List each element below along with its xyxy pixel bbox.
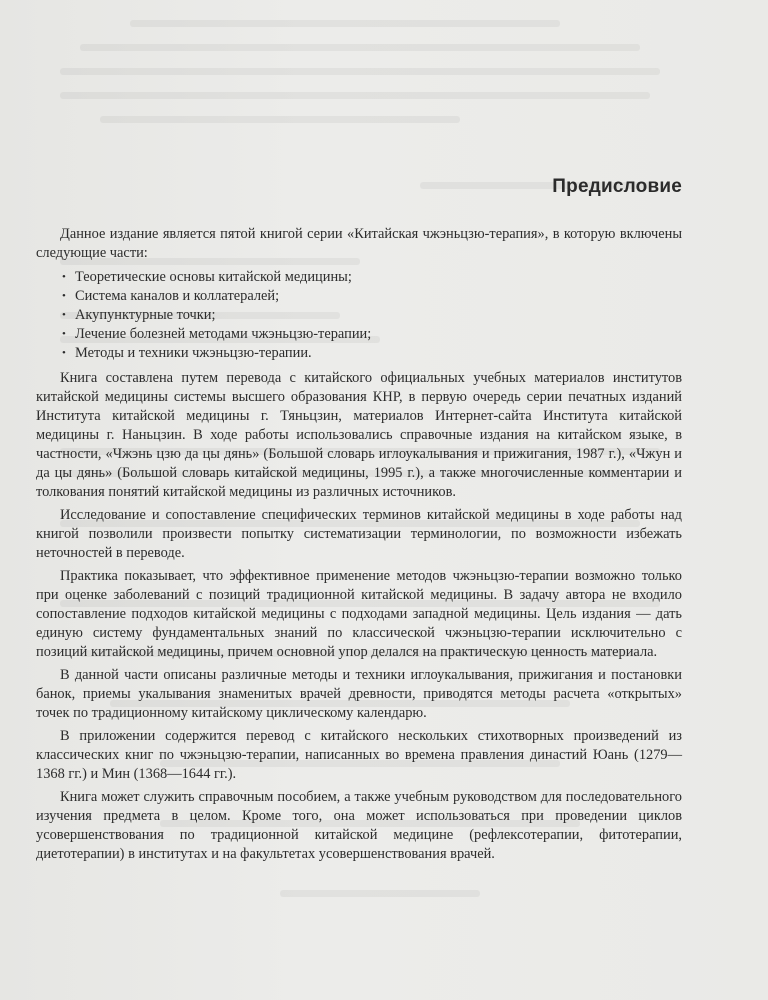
list-item-text: Система каналов и коллатералей; <box>75 288 280 304</box>
list-item-text: Акупунктурные точки; <box>75 307 216 323</box>
bullet-icon: • <box>62 290 66 302</box>
body-paragraph-methods: В данной части описаны различные методы и техники иглоукалывания, прижигания и постановки банок, приемы укалывания знаменитых врачей древности, приводятся методы расчета «открытых» точек по традиционному китайскому циклическому календарю. <box>36 667 682 721</box>
list-item-text: Теоретические основы китайской медицины; <box>75 269 352 285</box>
list-item <box>62 268 682 287</box>
body-paragraph-practice: Практика показывает, что эффективное применение методов чжэньцзю-терапии возможно только при оценке заболеваний с позиций традиционной китайской медицины. В задачу автора не входило сопоставление подходов китайской медицины с подходами западной медицины. Цель издания — дать единую систему фундаментальных знаний по классической чжэньцзю-терапии исключительно с позиций китайской медицины, причем основной упор делался на практическую ценность материала. <box>36 568 682 660</box>
document-body <box>36 225 682 868</box>
list-item <box>62 325 682 344</box>
intro-paragraph: Данное издание является пятой книгой серии «Китайская чжэньцзю-терапия», в которую включены следующие части: <box>36 226 682 261</box>
body-paragraph-usage: Книга может служить справочным пособием, а также учебным руководством для последовательного изучения предмета в целом. Кроме того, она может использоваться при проведении циклов усовершенствования по традиционной китайской медицине (рефлексотерапии, фитотерапии, диетотерапии) в институтах и на факультетах усовершенствования врачей. <box>36 789 682 862</box>
list-item <box>62 287 682 306</box>
bullet-icon: • <box>62 309 66 321</box>
parts-list <box>36 268 682 363</box>
list-item <box>62 306 682 325</box>
body-paragraph-terminology: Исследование и сопоставление специфических терминов китайской медицины в ходе работы над книгой позволили произвести попытку систематизации терминологии, по возможности избежать неточностей в переводе. <box>36 507 682 561</box>
bullet-icon: • <box>62 347 66 359</box>
list-item-text: Лечение болезней методами чжэньцзю-терапии; <box>75 326 372 342</box>
bullet-icon: • <box>62 271 66 283</box>
body-paragraph-sources: Книга составлена путем перевода с китайского официальных учебных материалов институтов китайской медицины системы высшего образования КНР, в первую очередь серии печатных изданий Института китайской медицины г. Тяньцзин, материалов Интернет-сайта Института китайской медицины г. Наньцзин. В ходе работы использовались справочные издания на китайском языке, в частности, «Чжэнь цзю да цы дянь» (Большой словарь иглоукалывания и прижигания, 1987 г.), «Чжун и да цы дянь» (Большой словарь китайской медицины, 1995 г.), а также многочисленные комментарии и толкования понятий китайской медицины из различных источников. <box>36 370 682 500</box>
body-paragraph-appendix: В приложении содержится перевод с китайского нескольких стихотворных произведений из классических книг по чжэньцзю-терапии, написанных во времена правления династий Юань (1279—1368 гг.) и Мин (1368—1644 гг.). <box>36 728 682 782</box>
page-title: Предисловие <box>552 176 682 197</box>
list-item-text: Методы и техники чжэньцзю-терапии. <box>75 345 312 361</box>
bullet-icon: • <box>62 328 66 340</box>
list-item <box>62 344 682 363</box>
